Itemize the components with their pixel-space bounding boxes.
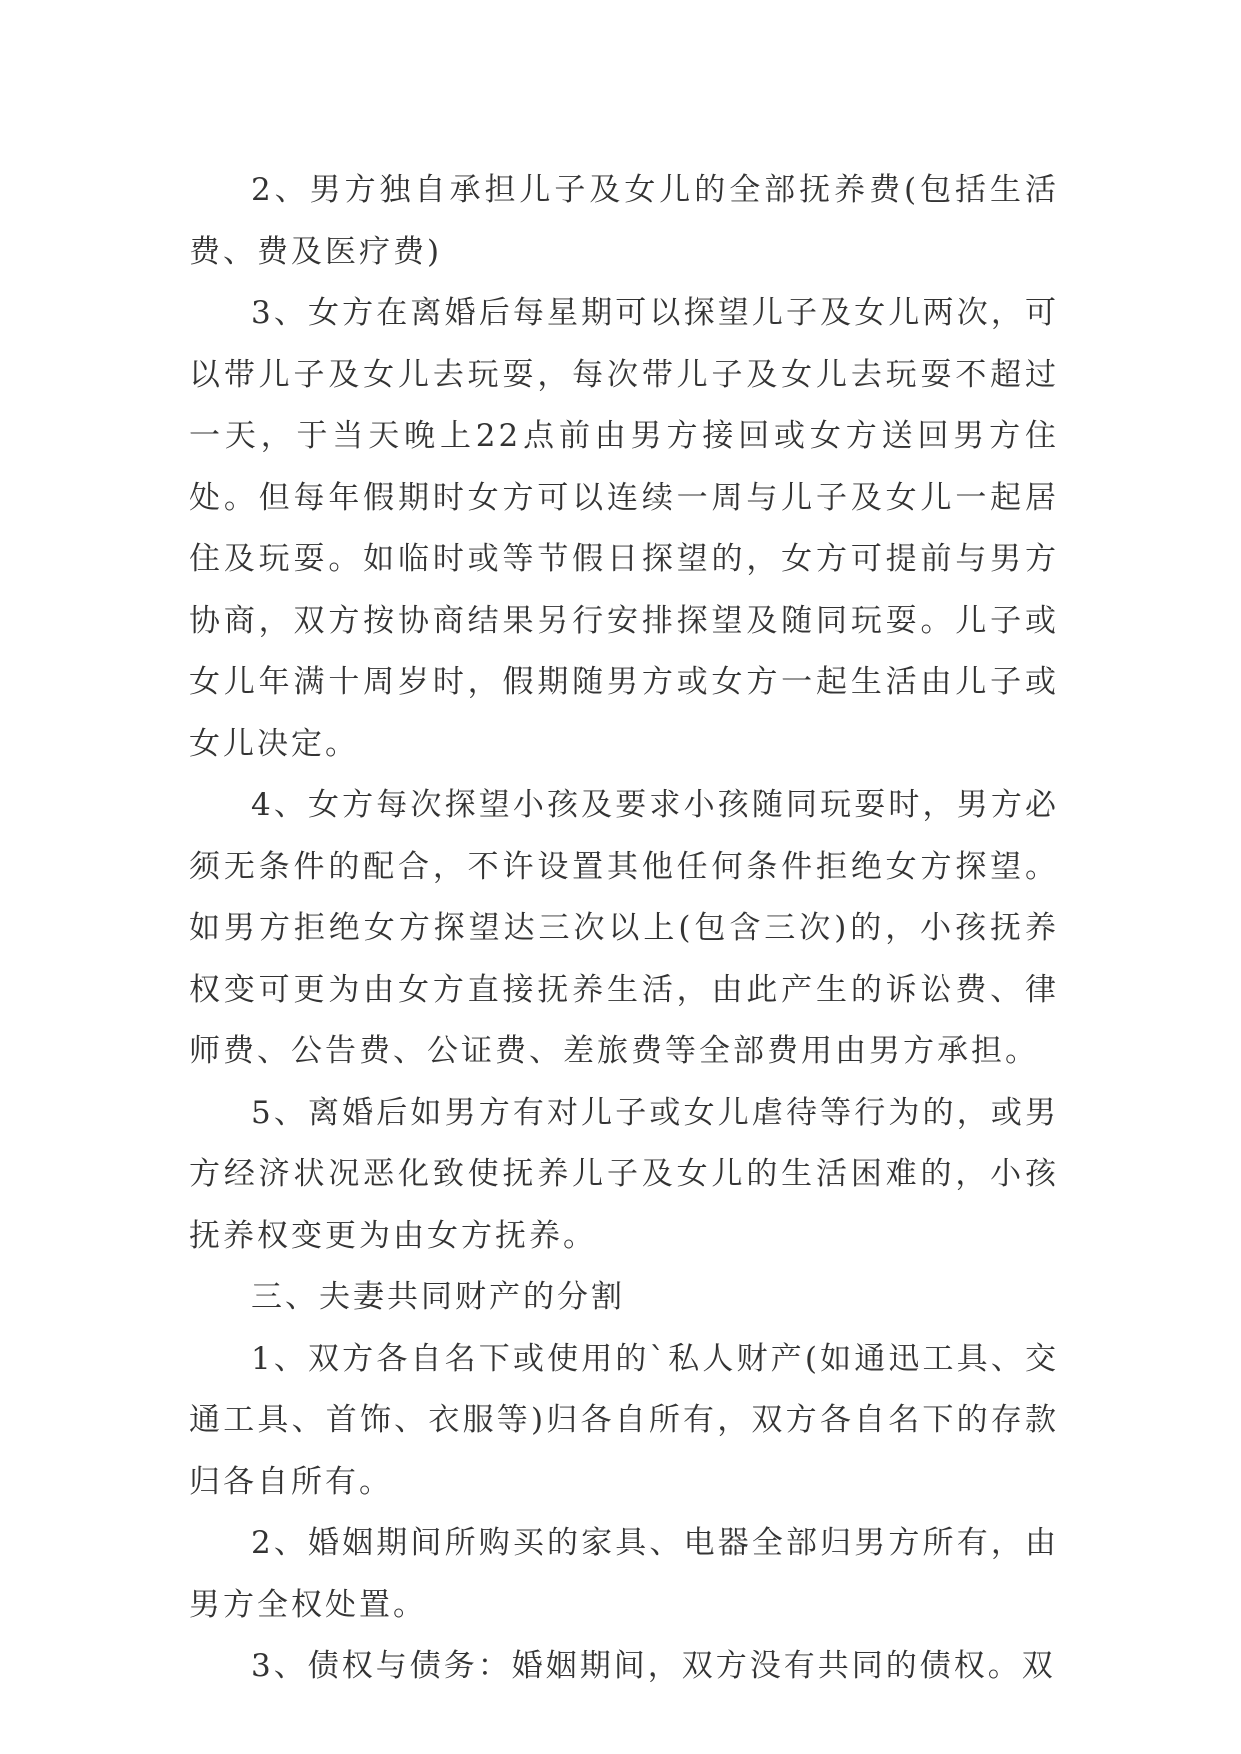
paragraph-support-costs: 2、男方独自承担儿子及女儿的全部抚养费(包括生活费、费及医疗费) — [189, 172, 1059, 270]
paragraph-visitation-cooperation: 4、女方每次探望小孩及要求小孩随同玩耍时，男方必须无条件的配合，不许设置其他任何条件拒绝女方探望。如男方拒绝女方探望达三次以上(包含三次)的，小孩抚养权变可更为由女方直接抚养生活，由此产生的诉讼费、律师费、公告费、公证费、差旅费等全部费用由男方承担。 — [189, 787, 1059, 1069]
paragraph-furniture-appliances: 2、婚姻期间所购买的家具、电器全部归男方所有，由男方全权处置。 — [189, 1525, 1059, 1623]
document-body — [189, 160, 1059, 1698]
paragraph-visitation-schedule: 3、女方在离婚后每星期可以探望儿子及女儿两次，可以带儿子及女儿去玩耍，每次带儿子及女儿去玩耍不超过一天，于当天晚上22点前由男方接回或女方送回男方住处。但每年假期时女方可以连续一周与儿子及女儿一起居住及玩耍。如临时或等节假日探望的，女方可提前与男方协商，双方按协商结果另行安排探望及随同玩耍。儿子或女儿年满十周岁时，假期随男方或女方一起生活由儿子或女儿决定。 — [189, 295, 1059, 762]
paragraph-personal-property: 1、双方各自名下或使用的`私人财产(如通迅工具、交通工具、首饰、衣服等)归各自所有，双方各自名下的存款归各自所有。 — [189, 1340, 1059, 1500]
paragraph-debts-claims: 3、债权与债务：婚姻期间，双方没有共同的债权。双 — [251, 1648, 1056, 1684]
section-heading-property-division: 三、夫妻共同财产的分割 — [251, 1279, 625, 1315]
paragraph-custody-change: 5、离婚后如男方有对儿子或女儿虐待等行为的，或男方经济状况恶化致使抚养儿子及女儿的生活困难的，小孩抚养权变更为由女方抚养。 — [189, 1094, 1059, 1254]
